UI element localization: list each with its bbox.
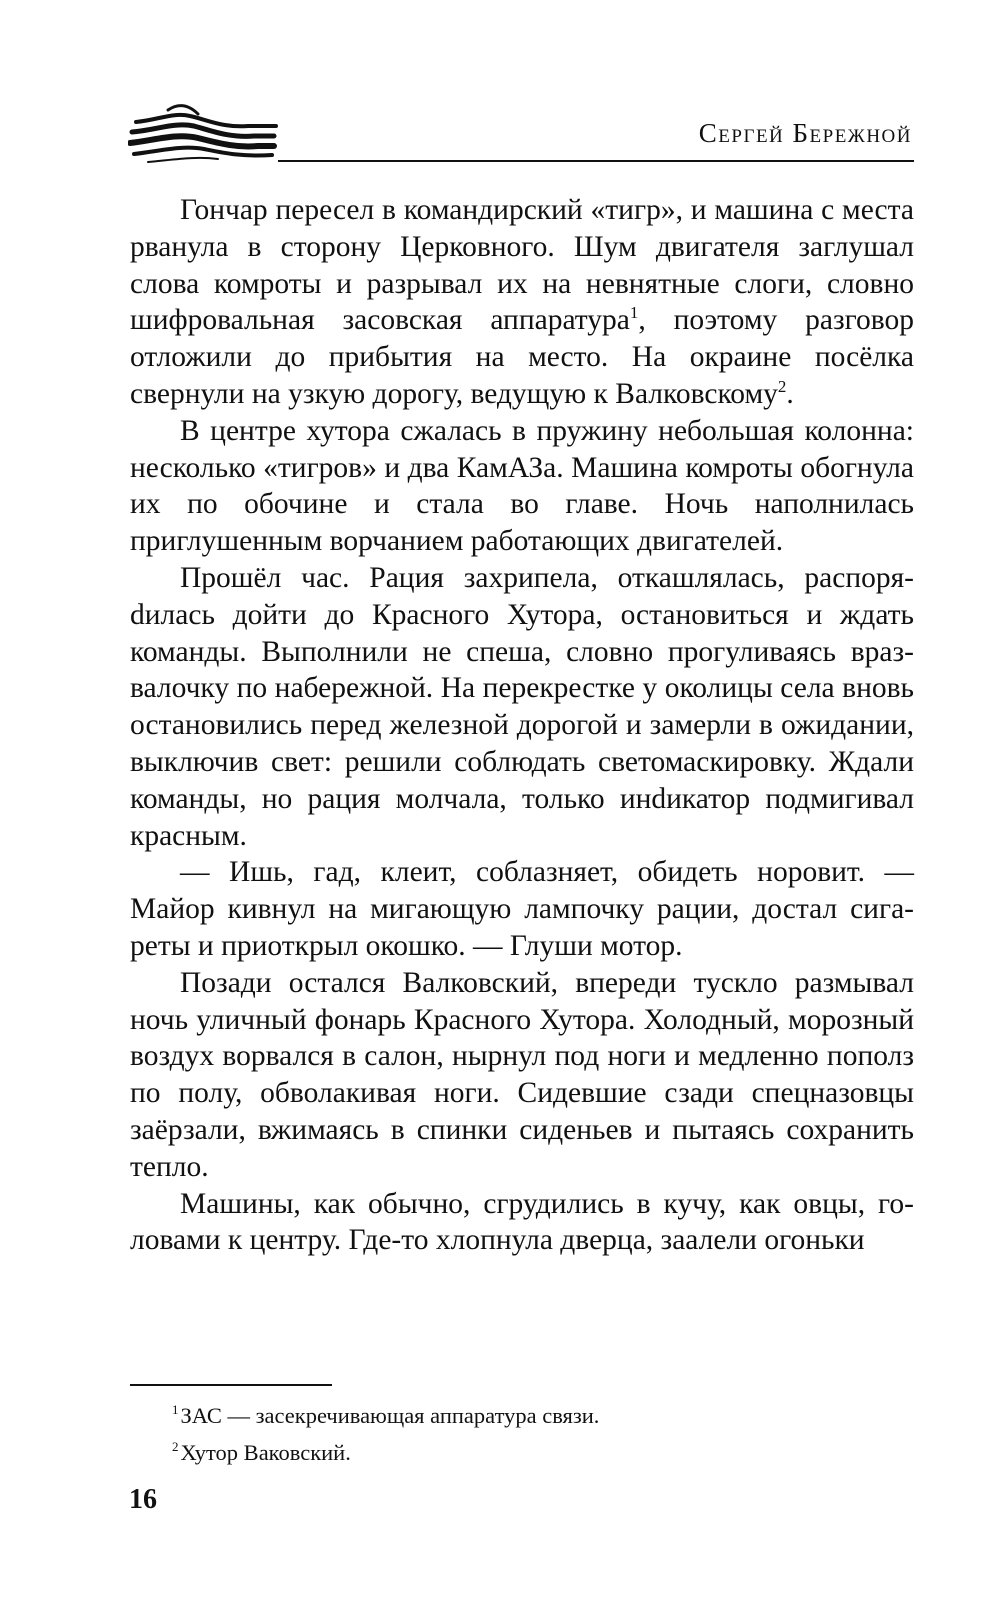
header-rule [278, 160, 914, 162]
footnote-mark: 2 [172, 1439, 179, 1454]
footnote-ref: 2 [777, 376, 787, 396]
paragraph-text: . [786, 377, 794, 410]
footnote-mark: 1 [172, 1402, 179, 1417]
paragraph [130, 192, 914, 413]
footnote-text: Хутор Ваковский. [180, 1440, 351, 1465]
wave-stripes-icon [128, 98, 278, 166]
body-text [130, 192, 914, 1259]
page-header [128, 98, 914, 168]
paragraph-text: Гончар пересел в командирский «тигр», и машина с места рванула в сторону Церковного. Шум двигателя заглушал слова комроты и разрывал их на невнятные слоги, словно шифровальная засовская аппаратура [130, 194, 914, 337]
footnote-rule [130, 1384, 332, 1386]
paragraph: Прошёл час. Рация захрипела, откашлялась, распоряdилась дойти до Красного Хутора, остановиться и ждать команды. Выполнили не спеша, словно прогуливаясь вразвалочку по набережной. На перекрестке у околицы села вновь остановились перед железной дорогой и замерли в ожидании, выключив свет: решили соблюдать светомаскировку. Ждали команды, но рация молчала, только инdикатор подмигивал красным. [130, 561, 914, 852]
footnote-ref: 1 [629, 303, 639, 323]
paragraph: Машины, как обычно, сгрудились в кучу, как овцы, головами к центру. Где-то хлопнула дверца, заалели огоньки [130, 1187, 914, 1257]
paragraph: Позади остался Валковский, впереди тускло размывал ночь уличный фонарь Красного Хутора. Холодный, морозный воздух ворвался в салон, нырнул под ноги и медленно пополз по полу, обволакивая ноги. Сидевшие сзади спецназовцы заёрзали, вжимаясь в спинки сиденьев и пытаясь сохранить тепло. [130, 966, 914, 1183]
paragraph-text: , поэтому разговор отложили до прибытия на место. На окраине посёлка свернули на узкую дорогу, ведущую к Валковскому [130, 304, 914, 410]
footnote [172, 1394, 599, 1431]
page-number: 16 [129, 1484, 157, 1515]
footnotes [172, 1394, 599, 1468]
running-head: Сергей Бережной [698, 118, 912, 148]
footnote-text: ЗАС — засекречивающая аппаратура связи. [180, 1403, 600, 1428]
paragraph: — Ишь, гад, клеит, соблазняет, обидеть норовит. — Майор кивнул на мигающую лампочку рации, достал сигареты и приоткрыл окошко. — Глуши мотор. [130, 856, 914, 962]
footnote [172, 1431, 599, 1468]
paragraph: В центре хутора сжалась в пружину небольшая колонна: несколько «тигров» и два КамАЗа. Машина комроты обогнула их по обочине и стала во главе. Ночь наполнилась приглушенным ворчанием работающих двигателей. [130, 414, 914, 558]
